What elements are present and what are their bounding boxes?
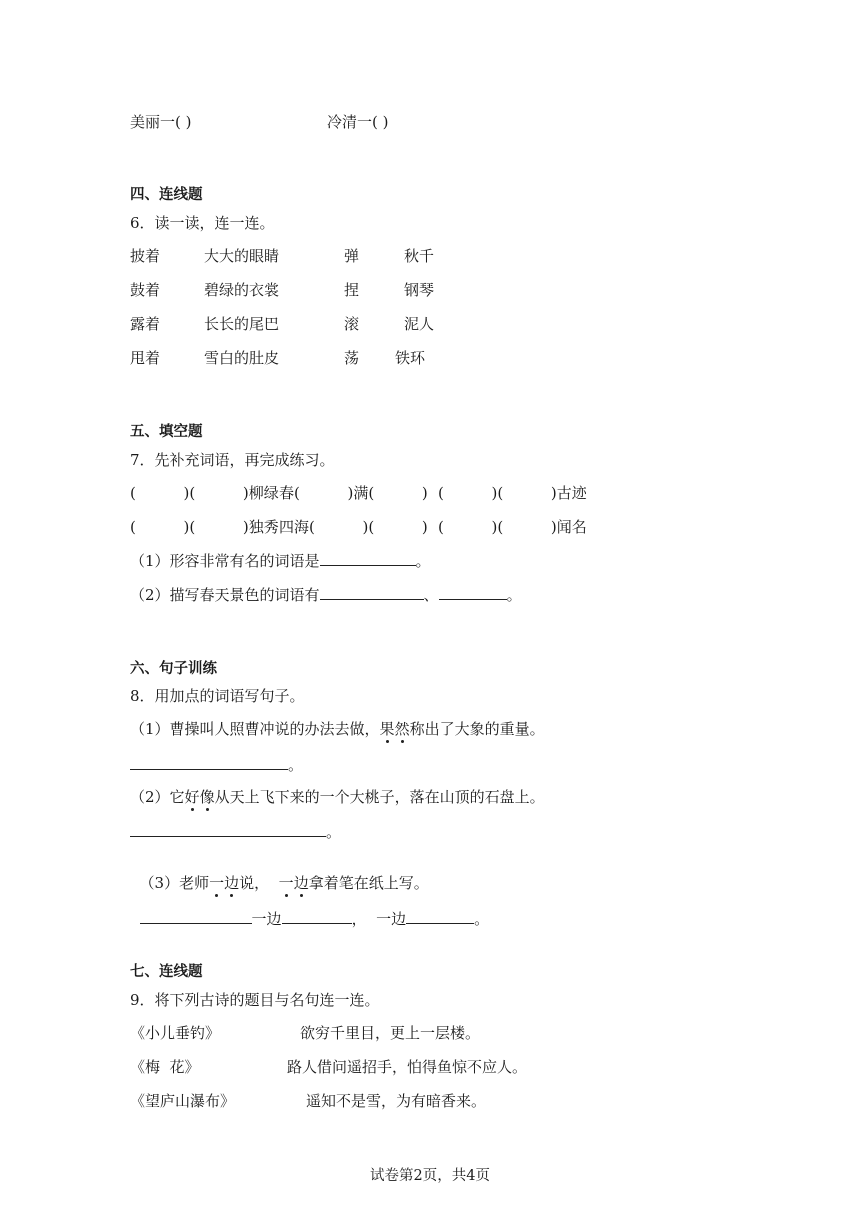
dotted-char: 然 — [394, 720, 410, 738]
sentence-text: （3）老师 — [139, 874, 210, 892]
poem-line-2: 路人借问遥招手，怕得鱼惊不应人。 — [287, 1058, 528, 1076]
match-left-4: 甩着 — [130, 349, 161, 367]
match-left-3: 露着 — [130, 315, 161, 333]
answer-blank[interactable] — [406, 909, 474, 924]
match-mid-4: 雪白的肚皮 — [204, 349, 280, 367]
top-item-meili: 美丽一( ) — [130, 113, 192, 131]
question-6: 6．读一读，连一连。 — [130, 214, 275, 232]
match-obj-3: 泥人 — [404, 315, 435, 333]
idiom-1-3: ( )( )古迹 — [438, 484, 587, 502]
poem-title-2: 《梅 花》 — [130, 1058, 200, 1076]
answer-blank[interactable] — [130, 822, 326, 837]
answer-blank[interactable] — [320, 551, 416, 566]
sentence-text: （1）曹操叫人照曹冲说的办法去做， — [130, 720, 380, 738]
question-8: 8．用加点的词语写句子。 — [130, 687, 305, 705]
answer-line-8-2 — [130, 822, 341, 842]
match-obj-4: 铁环 — [395, 349, 426, 367]
section-heading-6: 六、句子训练 — [130, 661, 217, 677]
match-verb-2: 捏 — [344, 281, 360, 299]
sentence-text: 拿着笔在纸上写。 — [308, 874, 429, 892]
sentence-8-3 — [130, 853, 429, 893]
punctuation: 。 — [506, 586, 522, 604]
match-left-2: 鼓着 — [130, 281, 161, 299]
question-9: 9．将下列古诗的题目与名句连一连。 — [130, 991, 380, 1009]
sentence-8-2 — [130, 787, 545, 807]
punctuation: 。 — [326, 823, 342, 841]
match-mid-3: 长长的尾巴 — [204, 315, 280, 333]
answer-blank[interactable] — [439, 585, 507, 600]
match-left-1: 披着 — [130, 247, 161, 265]
dotted-char: 一 — [209, 874, 225, 892]
match-mid-1: 大大的眼睛 — [204, 247, 280, 265]
match-obj-1: 秋千 — [404, 247, 435, 265]
poem-title-3: 《望庐山瀑布》 — [130, 1092, 236, 1110]
answer-blank[interactable] — [282, 909, 352, 924]
sentence-text: （2）它 — [130, 788, 185, 806]
dotted-char: 边 — [224, 874, 240, 892]
match-obj-2: 钢琴 — [404, 281, 435, 299]
idiom-1-2: 春( )满( ) — [279, 484, 428, 502]
sentence-8-1 — [130, 719, 545, 739]
answer-blank[interactable] — [320, 585, 424, 600]
match-mid-2: 碧绿的衣裳 — [204, 281, 280, 299]
punctuation: 、 — [423, 586, 439, 604]
answer-line-8-3 — [130, 889, 489, 929]
idiom-2-3: ( )( )闻名 — [438, 518, 587, 536]
dotted-char: 好 — [184, 788, 200, 806]
dotted-char: 像 — [199, 788, 215, 806]
sentence-text: 说， — [239, 874, 279, 892]
subquestion-7-2 — [130, 585, 522, 605]
subquestion-7-2-text: （2）描写春天景色的词语有 — [130, 586, 320, 604]
match-verb-1: 弹 — [344, 247, 360, 265]
match-verb-4: 荡 — [344, 349, 360, 367]
poem-title-1: 《小儿垂钓》 — [130, 1024, 221, 1042]
poem-line-3: 遥知不是雪，为有暗香来。 — [306, 1092, 487, 1110]
idiom-2-2: 四海( )( ) — [279, 518, 428, 536]
subquestion-7-1-text: （1）形容非常有名的词语是 — [130, 552, 320, 570]
dotted-char: 边 — [293, 874, 309, 892]
sentence-text: 一边 — [251, 910, 282, 928]
subquestion-7-1 — [130, 551, 431, 571]
answer-blank[interactable] — [140, 909, 252, 924]
punctuation: 。 — [474, 910, 490, 928]
question-7: 7．先补充词语，再完成练习。 — [130, 451, 335, 469]
idiom-1-1: ( )( )柳绿 — [130, 484, 279, 502]
punctuation: 。 — [415, 552, 431, 570]
sentence-text: 称出了大象的重量。 — [409, 720, 545, 738]
section-heading-5: 五、填空题 — [130, 424, 203, 440]
dotted-char: 果 — [379, 720, 395, 738]
answer-line-8-1 — [130, 755, 303, 775]
section-heading-7: 七、连线题 — [130, 964, 203, 980]
match-verb-3: 滚 — [344, 315, 360, 333]
dotted-char: 一 — [278, 874, 294, 892]
sentence-text: ， 一边 — [351, 910, 407, 928]
poem-line-1: 欲穷千里目，更上一层楼。 — [300, 1024, 481, 1042]
sentence-text: 从天上飞下来的一个大桃子，落在山顶的石盘上。 — [214, 788, 545, 806]
punctuation: 。 — [288, 756, 304, 774]
answer-blank[interactable] — [130, 755, 288, 770]
page-footer: 试卷第2页，共4页 — [370, 1168, 490, 1184]
idiom-2-1: ( )( )独秀 — [130, 518, 279, 536]
top-item-lengqing: 冷清一( ) — [327, 113, 389, 131]
section-heading-4: 四、连线题 — [130, 187, 203, 203]
